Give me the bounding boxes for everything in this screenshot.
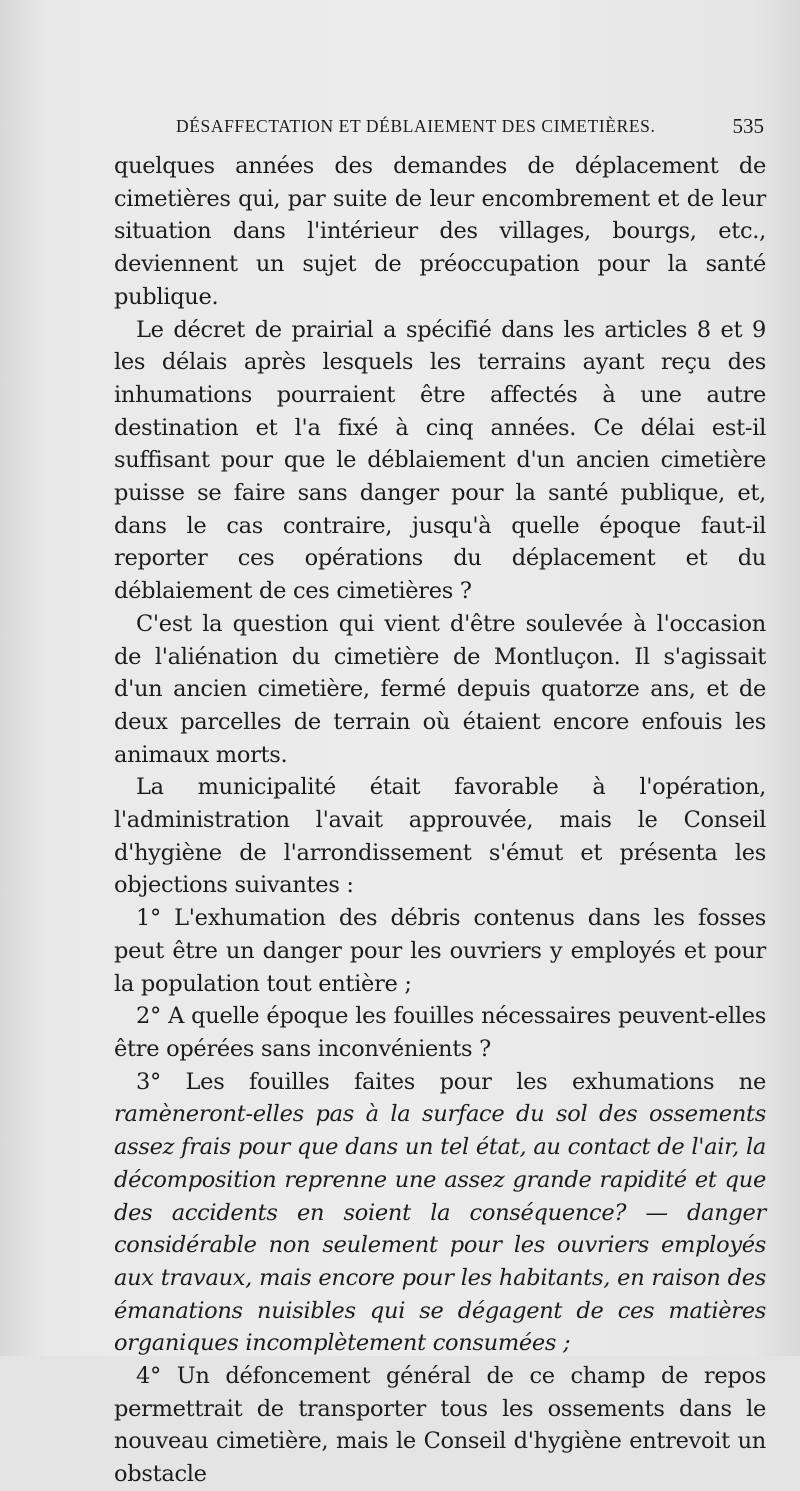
page-number: 535 — [732, 114, 764, 138]
list-item: 4° Un défoncement général de ce champ de repos permettrait de transporter tous les ossements dans le nouveau cimetière, mais le Conseil d'hygiène entrevoit un obstacle — [114, 1363, 766, 1488]
paragraph: Le décret de prairial a spécifié dans les articles 8 et 9 les délais après lesquels les terrains ayant reçu des inhumations pourraient être affectés à une autre destination et l'a fixé à cinq années. Ce délai est-il suffisant pour que le déblaiement d'un ancien cimetière puisse se faire sans danger pour la santé publique, et, dans le cas contraire, jusqu'à quelle époque faut-il reporter ces opérations du déplacement et du déblaiement de ces cimetières ? — [114, 316, 766, 605]
paragraph: C'est la question qui vient d'être soulevée à l'occasion de l'aliénation du cimetière de Montluçon. Il s'agissait d'un ancien cimetière, fermé depuis quatorze ans, et de deux parcelles de terrain où étaient encore enfouis les animaux morts. — [114, 610, 766, 768]
body-text — [114, 150, 766, 1491]
list-item-text: 3° Les fouilles faites pour les exhumations ne — [136, 1068, 766, 1095]
list-item: 1° L'exhumation des débris contenus dans les fosses peut être un danger pour les ouvriers y employés et pour la population tout entière ; — [114, 905, 766, 997]
list-item — [114, 1066, 766, 1360]
paragraph: La municipalité était favorable à l'opération, l'administration l'avait approuvée, mais le Conseil d'hygiène de l'arrondissement s'émut et présenta les objections suivantes : — [114, 774, 766, 899]
italic-text: ramèneront-elles pas à la surface du sol des ossements assez frais pour que dans un tel état, au contact de l'air, la décomposition reprenne une assez grande rapidité et que des accidents en soient la conséquence? — danger considérable non seulement pour les ouvriers employés aux travaux, mais encore pour les habitants, en raison des émanations nuisibles qui se dégagent de ces matières organiques incomplètement consumées ; — [114, 1101, 766, 1357]
running-title: DÉSAFFECTATION ET DÉBLAIEMENT DES CIMETIÈRES. — [176, 116, 656, 136]
paragraph: quelques années des demandes de déplacement de cimetières qui, par suite de leur encombrement et de leur situation dans l'intérieur des villages, bourgs, etc., deviennent un sujet de préoccupation pour la santé publique. — [114, 153, 766, 310]
list-item: 2° A quelle époque les fouilles nécessaires peuvent-elles être opérées sans inconvénients ? — [114, 1003, 766, 1062]
page-header — [176, 116, 764, 144]
